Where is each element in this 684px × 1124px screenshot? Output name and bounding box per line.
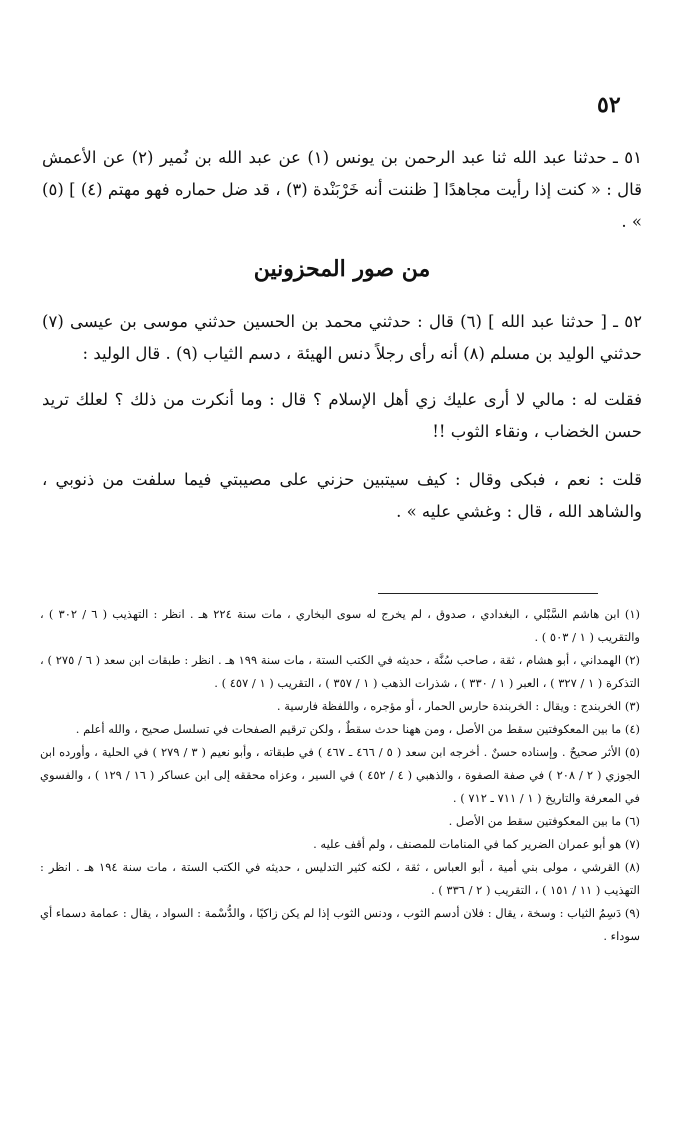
paragraph-52-ending (42, 464, 642, 528)
paragraph-51 (42, 142, 642, 238)
footnote-9: (٩) دَسِمُ الثياب : وسخة ، يقال : فلان أدسم الثوب ، ودنس الثوب إذا لم يكن زاكيًا ، والدُّسْمة : السواد ، يقال : عمامة دسماء أي سوداء . (40, 906, 640, 943)
footnote-7: (٧) هو أبو عمران الضرير كما في المنامات للمصنف ، ولم أقف عليه . (313, 837, 640, 851)
footnote-4: (٤) ما بين المعكوفتين سقط من الأصل ، ومن ههنا حدث سقطٌ ، ولكن ترقيم الصفحات في تسلسل صحيح ، والله أعلم . (75, 722, 640, 736)
paragraph-52-ending-text: قلت : نعم ، فبكى وقال : كيف سيتبين حزني على مصيبتي فيما سلفت من ذنوبي ، والشاهد الله ، قال : وغشي عليه » . (42, 470, 642, 521)
paragraph-52-dialogue (42, 384, 642, 448)
paragraph-52-intro (42, 306, 642, 370)
footnote-5: (٥) الأثر صحيحٌ . وإسناده حسنٌ . أخرجه ابن سعد ( ٥ / ٤٦٦ ـ ٤٦٧ ) في طبقاته ، وأبو نعيم ( ٣ / ٢٧٩ ) في الحلية ، وأورده ابن الجوزي ( ٢ / ٢٠٨ ) في صفة الصفوة ، والذهبي ( ٤ / ٤٥٢ ) في السير ، وعزاه محققه إلى ابن عساكر ( ١٦ / ١٢٩ ) ، والفسوي في المعرفة والتاريخ ( ١ / ٧١١ ـ ٧١٢ ) . (40, 745, 641, 805)
footnote-6: (٦) ما بين المعكوفتين سقط من الأصل . (448, 814, 640, 828)
section-heading: من صور المحزونين (253, 256, 431, 282)
footnote-2: (٢) الهمداني ، أبو هشام ، ثقة ، صاحب سُنَّة ، حديثه في الكتب الستة ، مات سنة ١٩٩ هـ . انظر : طبقات ابن سعد ( ٦ / ٢٧٥ ) ، التذكرة ( ١ / ٣٢٧ ) ، العبر ( ١ / ٣٣٠ ) ، شذرات الذهب ( ١ / ٣٥٧ ) ، التقريب ( ١ / ٤٥٧ ) . (40, 653, 641, 690)
footnotes (40, 603, 640, 948)
footnote-3: (٣) الخربندج : ويقال : الخربندة حارس الحمار ، أو مؤجره ، واللفظة فارسية . (276, 699, 640, 713)
footnote-1: (١) ابن هاشم السَّبْلي ، البغدادي ، صدوق ، لم يخرج له سوى البخاري ، مات سنة ٢٢٤ هـ . انظر : التهذيب ( ٦ / ٣٠٢ ) ، والتقريب ( ١ / ٥٠٣ ) . (40, 607, 640, 644)
paragraph-52-dialogue-text: فقلت له : مالي لا أرى عليك زي أهل الإسلام ؟ قال : وما أنكرت من ذلك ؟ لعلك تريد حسن الخضاب ، ونقاء الثوب !! (42, 390, 642, 441)
footnote-8: (٨) القرشي ، مولى بني أمية ، أبو العباس ، ثقة ، لكنه كثير التدليس ، حديثه في الكتب الستة ، مات سنة ١٩٤ هـ . انظر : التهذيب ( ١١ / ١٥١ ) ، التقريب ( ٢ / ٣٣٦ ) . (40, 860, 640, 897)
paragraph-51-text: ٥١ ـ حدثنا عبد الله ثنا عبد الرحمن بن يونس (١) عن عبد الله بن نُمير (٢) عن الأعمش قال : « كنت إذا رأيت مجاهدًا [ ظننت أنه خَرْبَنْدة (٣) ، قد ضل حماره فهو مهتم (٤) ] (٥) » . (42, 148, 642, 231)
page-number: ٥٢ (597, 92, 621, 118)
paragraph-52-intro-text: ٥٢ ـ [ حدثنا عبد الله ] (٦) قال : حدثني محمد بن الحسين حدثني موسى بن عيسى (٧) حدثني الوليد بن مسلم (٨) أنه رأى رجلاً دنس الهيئة ، دسم الثياب (٩) . قال الوليد : (42, 312, 643, 363)
footnote-separator (378, 593, 598, 594)
